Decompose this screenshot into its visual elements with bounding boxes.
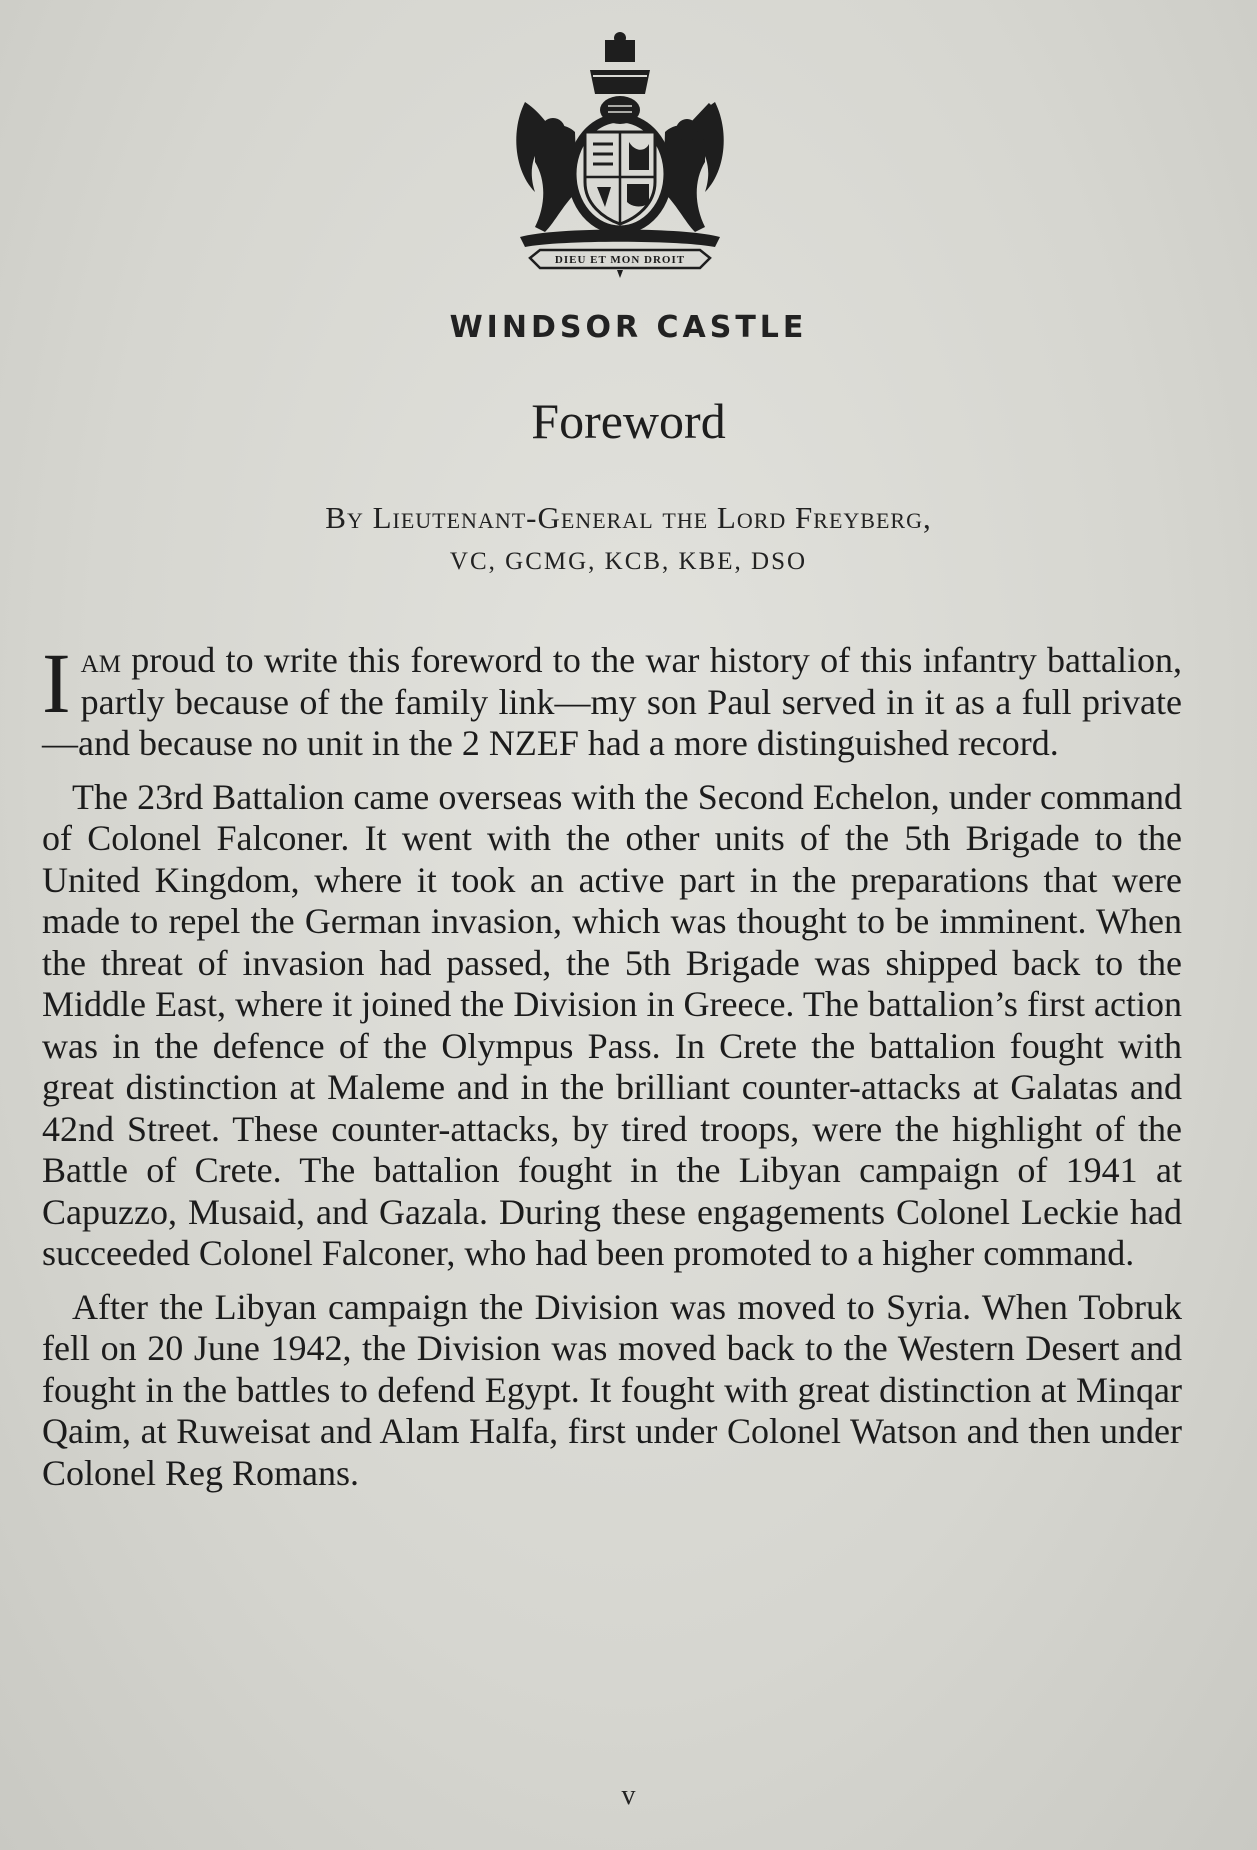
paragraph-2: The 23rd Battalion came overseas with the Second Echelon, under command of Colonel Falconer. It went with the other units of the 5th Brigade to the United Kingdom, where it took an active part in the preparations that were made to repel the German invasion, which was thought to be imminent. When the threat of invasion had passed, the 5th Brigade was shipped back to the Middle East, where it joined the Division in Greece. The battalion’s first action was in the defence of the Olympus Pass. In Crete the battalion fought with great distinction at Maleme and in the brilliant counter-attacks at Galatas and 42nd Street. These counter-attacks, by tired troops, were the highlight of the Battle of Crete. The battalion fought in the Libyan campaign of 1941 at Capuzzo, Musaid, and Gazala. During these engagements Colonel Leckie had succeeded Colonel Falconer, who had been promoted to a higher command.	[42, 776, 1182, 1273]
crest-motto: DIEU ET MON DROIT	[554, 254, 686, 266]
coat-of-arms-icon	[505, 32, 735, 282]
page-title: Foreword	[531, 393, 726, 449]
paragraph-1-text: proud to write this foreword to the war history of this infantry battalion, partly because of the family link—my son Paul served in it as a full private—and because no unit in the 2 NZEF had a more distinguished record.	[42, 640, 1182, 763]
drop-cap: I	[42, 635, 71, 731]
author-honours: VC, GCMG, KCB, KBE, DSO	[449, 548, 808, 575]
author-byline: By Lieutenant-General the Lord Freyberg,	[325, 500, 932, 535]
body-text	[42, 635, 1182, 1506]
paragraph-1	[42, 635, 1182, 765]
location-heading: WINDSOR CASTLE	[449, 310, 808, 345]
page-number: v	[621, 1780, 636, 1811]
paragraph-1-smallcaps: am	[80, 640, 121, 680]
paragraph-3: After the Libyan campaign the Division was moved to Syria. When Tobruk fell on 20 June 1942, the Division was moved back to the Western Desert and fought in the battles to defend Egypt. It fought with great distinction at Minqar Qaim, at Ruweisat and Alam Halfa, first under Colonel Watson and then under Colonel Reg Romans.	[42, 1286, 1182, 1493]
royal-coat-of-arms	[505, 32, 735, 282]
